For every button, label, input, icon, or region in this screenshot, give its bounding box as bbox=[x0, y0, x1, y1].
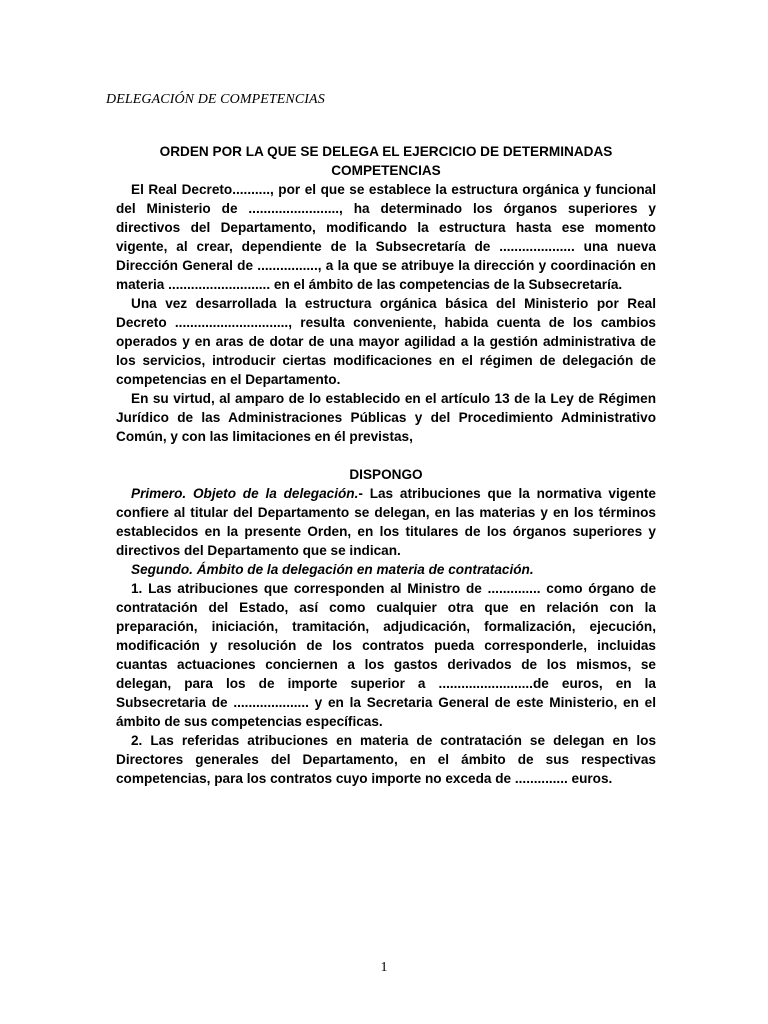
dispongo-heading: DISPONGO bbox=[349, 467, 423, 482]
segundo-item-1: 1. Las atribuciones que corresponden al Ministro de .............. como órgano de contratación del Estado, así como cualquier otra que en relación con la preparación, iniciación, tramitación, adjudicación, formalización, ejecución, modificación y resolución de los contratos pueda corresponderle, incluidas cuantas actuaciones conciernen a los gastos derivados de los mismos, se delegan, para los de importe superior a .........................de euros, en la Subsecretaria de .................... y en la Secretaria General de este Ministerio, en el ámbito de sus competencias específicas. bbox=[116, 581, 656, 729]
paragraph-real-decreto: El Real Decreto.........., por el que se establece la estructura orgánica y funcional del Ministerio de ........................, ha determinado los órganos superiores y directivos del Departamento, modificando la estructura hasta ese momento vigente, al crear, dependiente de la Subsecretaría de .................... una nueva Dirección General de ................, a la que se atribuye la dirección y coordinación en materia ........................... en el ámbito de las competencias de la Subsecretaría. bbox=[116, 182, 656, 292]
paragraph-en-su-virtud: En su virtud, al amparo de lo establecido en el artículo 13 de la Ley de Régimen Jurídico de las Administraciones Públicas y del Procedimiento Administrativo Común, y con las limitaciones en él previstas, bbox=[116, 391, 656, 444]
page-number: 1 bbox=[380, 960, 388, 975]
primero-text: - Las atribuciones que la normativa vigente confiere al titular del Departamento se delegan, en las materias y en los términos establecidos en la presente Orden, en los titulares de los órganos superiores y directivos del Departamento que se indican. bbox=[116, 486, 656, 558]
segundo-item-2: 2. Las referidas atribuciones en materia de contratación se delegan en los Directores generales del Departamento, en el ámbito de sus respectivas competencias, para los contratos cuyo importe no exceda de .............. euros. bbox=[116, 733, 656, 786]
document-body bbox=[116, 142, 656, 788]
primero-label: Primero. Objeto de la delegación. bbox=[131, 486, 359, 501]
document-header: DELEGACIÓN DE COMPETENCIAS bbox=[106, 92, 325, 107]
section-segundo-heading bbox=[116, 560, 656, 579]
document-title: ORDEN POR LA QUE SE DELEGA EL EJERCICIO DE DETERMINADAS COMPETENCIAS bbox=[159, 144, 613, 178]
spacer bbox=[116, 446, 656, 465]
section-primero bbox=[116, 484, 656, 560]
segundo-label: Segundo. Ámbito de la delegación en materia de contratación. bbox=[131, 562, 534, 577]
paragraph-estructura-organica: Una vez desarrollada la estructura orgánica básica del Ministerio por Real Decreto .............................., resulta conveniente, habida cuenta de los cambios operados y en aras de dotar de una mayor agilidad a la gestión administrativa de los servicios, introducir ciertas modificaciones en el régimen de delegación de competencias en el Departamento. bbox=[116, 296, 656, 387]
